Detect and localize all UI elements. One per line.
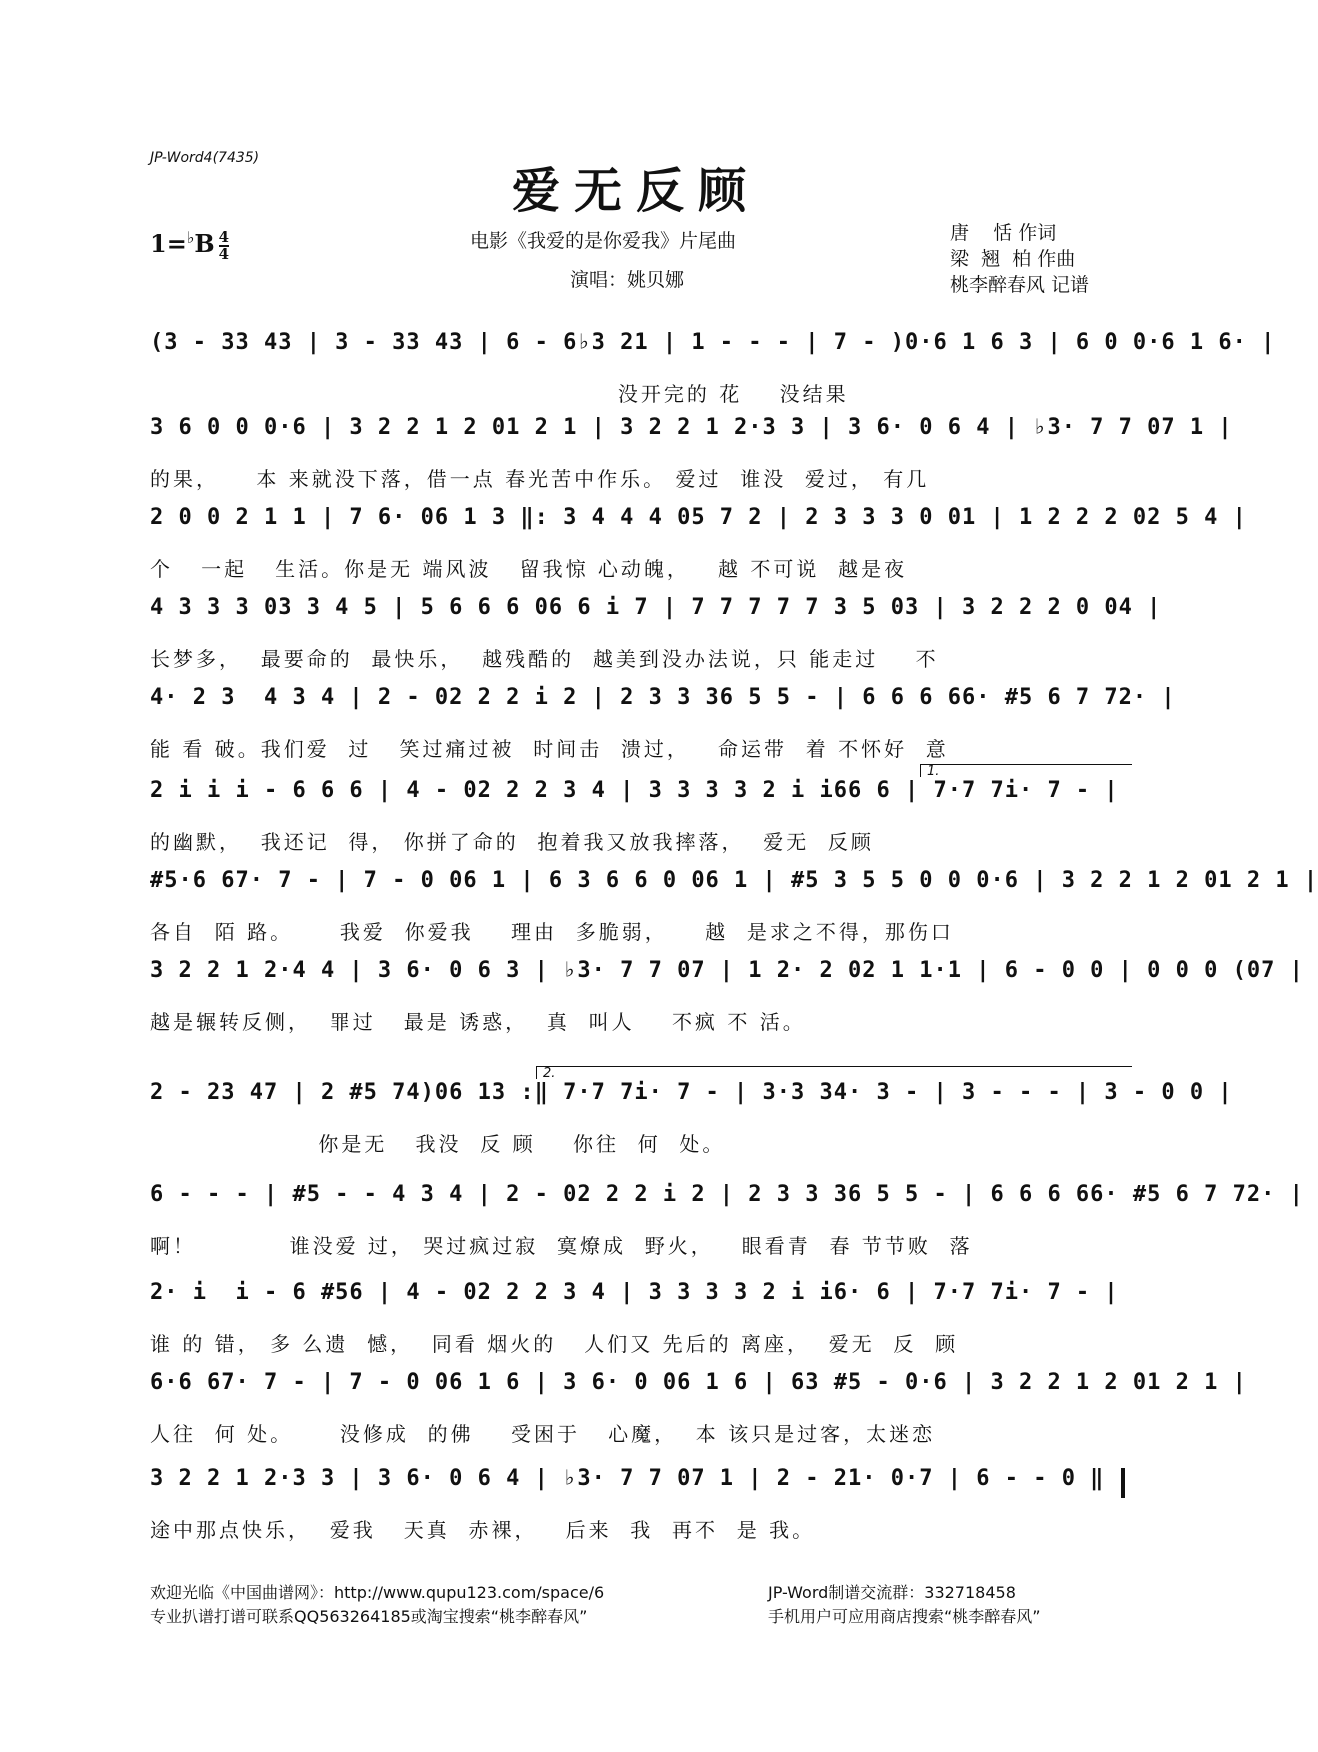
score-row-2 <box>150 415 1233 505</box>
lyric-line: 啊！ 谁没爱 过， 哭过疯过寂 寞燎成 野火， 眼看青 春 节节败 落 <box>150 1234 973 1258</box>
flat-sign: ♭ <box>186 228 195 247</box>
footer-website: 欢迎光临《中国曲谱网》：http://www.qupu123.com/space/6 <box>150 1583 605 1602</box>
lyric-line: 越是辗转反侧， 罪过 最是 诱惑， 真 叫人 不疯 不 活。 <box>150 1010 806 1034</box>
score-row-12 <box>150 1370 1247 1460</box>
lyric-line: 个 一起 生活。你是无 端风波 留我惊 心动魄， 越 不可说 越是夜 <box>150 557 908 581</box>
notation-line: 3 2 2 1 2·4 4 | 3 6· 0 6 3 | ♭3· 7 7 07 | 1 2· 2 02 1 1·1 | 6 - 0 0 | 0 0 0 (07 | <box>150 958 1304 983</box>
score-row-10 <box>150 1182 1304 1272</box>
second-ending-bracket <box>536 1066 1132 1079</box>
transcriber-credit: 桃李醉春风 记谱 <box>950 274 1090 296</box>
lyric-line: 长梦多， 最要命的 最快乐， 越残酷的 越美到没办法说，只 能走过 不 <box>150 647 939 671</box>
score-row-5 <box>150 685 1176 775</box>
subtitle: 电影《我爱的是你爱我》片尾曲 <box>470 230 737 252</box>
footer-contact: 专业扒谱打谱可联系QQ563264185或淘宝搜索“桃李醉春风” <box>150 1607 588 1626</box>
final-barline <box>1121 1468 1125 1498</box>
score-row-13 <box>150 1466 1125 1556</box>
lyric-line: 各自 陌 路。 我爱 你爱我 理由 多脆弱， 越 是求之不得，那伤口 <box>150 920 954 944</box>
lyric-line: 能 看 破。我们爱 过 笑过痛过被 时间击 溃过， 命运带 着 不怀好 意 <box>150 737 949 761</box>
time-bottom: 4 <box>218 244 230 263</box>
score-row-8 <box>150 958 1304 1048</box>
notation-line: 3 6 0 0 0·6 | 3 2 2 1 2 01 2 1 | 3 2 2 1 2·3 3 | 3 6· 0 6 4 | ♭3· 7 7 07 1 | <box>150 415 1233 440</box>
time-signature <box>218 227 230 263</box>
lyric-line: 没开完的 花 没结果 <box>150 382 849 406</box>
score-row-3 <box>150 505 1247 595</box>
notation-line: 6·6 67· 7 - | 7 - 0 06 1 6 | 3 6· 0 06 1 6 | 63 #5 - 0·6 | 3 2 2 1 2 01 2 1 | <box>150 1370 1247 1395</box>
notation-line: (3 - 33 43 | 3 - 33 43 | 6 - 6♭3 21 | 1 - - - | 7 - )0·6 1 6 3 | 6 0 0·6 1 6· | <box>150 330 1276 355</box>
lyric-line: 人往 何 处。 没修成 的佛 受困于 心魔， 本 该只是过客，太迷恋 <box>150 1422 936 1446</box>
footer-group: JP-Word制谱交流群：332718458 <box>768 1583 1016 1602</box>
notation-line: 3 2 2 1 2·3 3 | 3 6· 0 6 4 | ♭3· 7 7 07 1 | 2 - 21· 0·7 | 6 - - 0 ‖ <box>150 1466 1105 1491</box>
lyric-line: 的果， 本 来就没下落，借一点 春光苦中作乐。 爱过 谁没 爱过， 有几 <box>150 467 930 491</box>
notation-line: 2 - 23 47 | 2 #5 74)06 13 :‖ 7·7 7i· 7 - | 3·3 34· 3 - | 3 - - - | 3 - 0 0 | <box>150 1080 1233 1105</box>
volta-label: 2. <box>543 1066 556 1081</box>
lyricist-credit: 唐 恬 作词 <box>950 222 1057 244</box>
lyric-line: 谁 的 错， 多 么遗 憾， 同看 烟火的 人们又 先后的 离座， 爱无 反 顾 <box>150 1332 959 1356</box>
key-note: B <box>194 229 215 258</box>
score-row-1 <box>150 330 1276 420</box>
lyric-line: 的幽默， 我还记 得， 你拼了命的 抱着我又放我摔落， 爱无 反顾 <box>150 830 874 854</box>
notation-line: 6 - - - | #5 - - 4 3 4 | 2 - 02 2 2 i 2 | 2 3 3 36 5 5 - | 6 6 6 66· #5 6 7 72· | <box>150 1182 1304 1207</box>
score-row-9 <box>150 1066 1233 1170</box>
lyric-line: 途中那点快乐， 爱我 天真 赤裸， 后来 我 再不 是 我。 <box>150 1518 816 1542</box>
time-top: 4 <box>218 227 230 246</box>
volta-label: 1. <box>927 764 940 779</box>
key-signature <box>150 228 229 262</box>
notation-line: #5·6 67· 7 - | 7 - 0 06 1 | 6 3 6 6 0 06 1 | #5 3 5 5 0 0 0·6 | 3 2 2 1 2 01 2 1 | <box>150 868 1318 893</box>
key-prefix: 1= <box>150 229 187 258</box>
composer-credit: 梁 翘 柏 作曲 <box>950 248 1076 270</box>
notation-line: 2 i i i - 6 6 6 | 4 - 02 2 2 3 4 | 3 3 3 3 2 i i66 6 | 7·7 7i· 7 - | <box>150 778 1119 803</box>
notation-line: 4· 2 3 4 3 4 | 2 - 02 2 2 i 2 | 2 3 3 36 5 5 - | 6 6 6 66· #5 6 7 72· | <box>150 685 1176 710</box>
notation-line: 2· i i - 6 #56 | 4 - 02 2 2 3 4 | 3 3 3 3 2 i i6· 6 | 7·7 7i· 7 - | <box>150 1280 1119 1305</box>
notation-line: 2 0 0 2 1 1 | 7 6· 06 1 3 ‖: 3 4 4 4 05 7 2 | 2 3 3 3 0 01 | 1 2 2 2 02 5 4 | <box>150 505 1247 530</box>
footer-app-hint: 手机用户可应用商店搜索“桃李醉春风” <box>768 1607 1041 1626</box>
notation-line: 4 3 3 3 03 3 4 5 | 5 6 6 6 06 6 i 7 | 7 7 7 7 7 3 5 03 | 3 2 2 2 0 04 | <box>150 595 1162 620</box>
singer: 演唱：姚贝娜 <box>570 269 685 291</box>
score-row-6 <box>150 764 1125 868</box>
first-ending-bracket <box>920 764 1132 777</box>
software-label: JP-Word4(7435) <box>150 150 260 166</box>
lyric-line: 你是无 我没 反 顾 你往 何 处。 <box>150 1132 726 1156</box>
score-row-7 <box>150 868 1318 958</box>
score-row-4 <box>150 595 1162 685</box>
score-row-11 <box>150 1280 1125 1370</box>
song-title: 爱无反顾 <box>511 163 760 219</box>
